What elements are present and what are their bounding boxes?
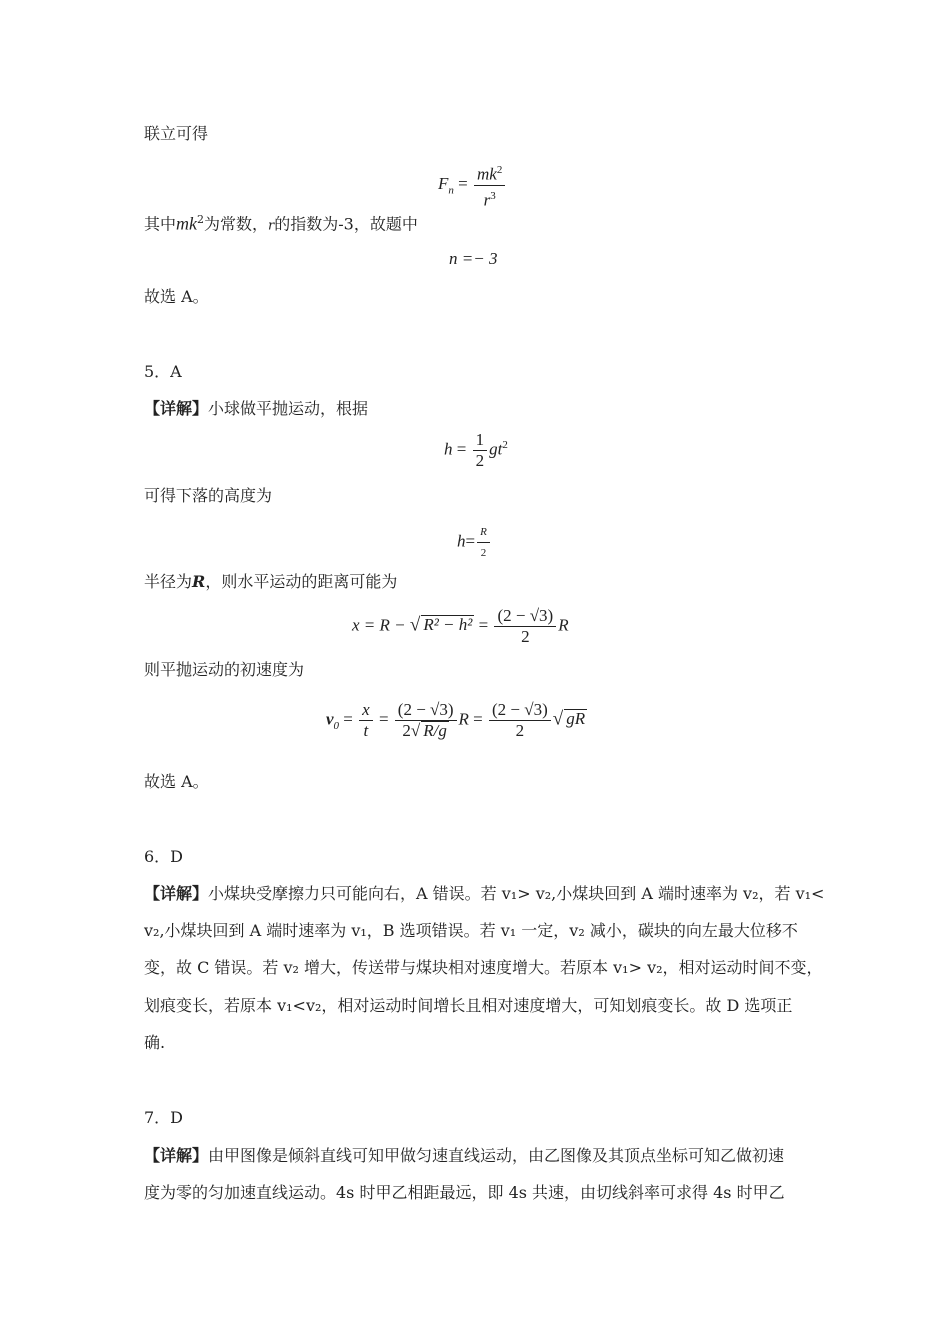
eq-gt: gt [489,439,503,459]
detail-tag: 【详解】 [144,884,209,903]
radius-prefix: 半径为 [144,572,193,591]
eq-frac-x: x [359,700,373,721]
question-6-line-4: 划痕变长，若原本 v₁<v₂，相对运动时间增长且相对速度增大，可知划痕变长。故 D 选项正 [144,996,793,1015]
question-7-number: 7．D [144,1108,184,1127]
choice-text-4: 故选 A。 [144,287,209,306]
initial-velocity-text: 则平抛运动的初速度为 [144,660,305,679]
question-6-line-2: v₂,小煤块回到 A 端时速率为 v₁，B 选项错误。若 v₁ 一定，v₂ 减小，碳块的向左最大位移不 [144,921,798,940]
equation-centripetal-force: $F_n$ = $\frac{mk^2}{r^3}$ [438,160,507,210]
explain-mid: 为常数， [204,214,269,234]
eq-v-den2: 2 [515,721,525,740]
eq-den-r: r [483,190,491,210]
eq-den-exp: 3 [490,189,496,202]
eq-x-num: (2 − √3) [494,606,556,627]
eq-v-radicand2: gR [566,709,586,729]
explain-mk: mk [176,213,198,234]
equation-fall-height: h = $\frac{1}{2}$ $gt^2$ [444,430,508,470]
eq-x: x = R − [352,615,410,635]
question-5-number: 5．A [144,362,182,381]
drop-height-text: 可得下落的高度为 [144,486,273,505]
question-6-line-5: 确. [144,1033,166,1052]
eq-v-sub: 0 [333,719,340,732]
explain-suffix: 的指数为-3，故题中 [274,214,418,234]
q7-text-1: 由甲图像是倾斜直线可知甲做匀速直线运动，由乙图像及其顶点坐标可知乙做初速 [208,1146,785,1165]
eq-num-exp: 2 [496,164,503,176]
eq-symbol-f: F [438,174,449,194]
question-6-line-1 [144,884,824,904]
question-7-line-1 [144,1146,784,1166]
combine-text: 联立可得 [144,124,209,143]
detail-tag: 【详解】 [144,399,209,418]
eq-half-num: 1 [473,430,488,451]
eq-v-den-radicand: R/g [423,721,447,740]
choice-text-5: 故选 A。 [144,772,209,791]
detail-tag: 【详解】 [144,1146,209,1165]
equation-horizontal-distance: x = R − √ R² − h² = $\frac{(2 - √3)}{2}$ R [352,606,569,646]
eq-v-num: (2 − √3) [395,700,457,721]
radius-text [144,572,397,592]
eq-sub-n: n [448,184,454,197]
eq-v-num2: (2 − √3) [489,700,551,721]
eq-v: v [326,709,334,729]
eq-half-den: 2 [475,451,485,470]
explain-r: r [268,218,275,234]
radius-r: R [192,572,206,591]
equation-h-value: h= $\frac{R}{2}$ [457,522,492,563]
explain-prefix: 其中 [144,214,177,234]
explain-text [144,210,418,236]
eq-x-radicand: R² − h² [423,615,473,635]
intro-text: 小球做平抛运动，根据 [208,399,369,418]
equation-n: n =− 3 [449,249,498,268]
eq-h-num: R [477,522,490,543]
eq-v-den-pre: 2 [402,721,411,740]
question-6-line-3: 变，故 C 错误。若 v₂ 增大，传送带与煤块相对速度增大。若原本 v₁> v₂，相对运动时间不变， [144,958,823,977]
eq-gt-exp: 2 [502,438,508,451]
radius-suffix: ，则水平运动的距离可能为 [205,572,398,591]
q6-text-1: 小煤块受摩擦力只可能向右，A 错误。若 v₁> v₂,小煤块回到 A 端时速率为 v₂，若 v₁< [208,884,825,903]
explain-mk-exp: 2 [197,213,205,226]
question-7-line-2: 度为零的匀加速直线运动。4s 时甲乙相距最远，即 4s 共速，由切线斜率可求得 4s 时甲乙 [144,1183,785,1202]
eq-frac-t: t [363,721,369,740]
eq-h: h [444,439,453,459]
eq-h-den: 2 [480,547,487,559]
question-6-number: 6．D [144,847,184,866]
eq-v-r: R [458,709,469,729]
equation-initial-velocity: $v_0$ = $\frac{x}{t}$ = $\frac{(2 - √3)}{2√ R/g}$ R = $\frac{(2 - √3)}{2}$ √ gR [326,700,586,740]
eq-num-mk: mk [476,164,497,184]
eq-x-den: 2 [521,627,530,646]
eq-x-r: R [558,615,569,635]
question-5-intro [144,399,368,419]
